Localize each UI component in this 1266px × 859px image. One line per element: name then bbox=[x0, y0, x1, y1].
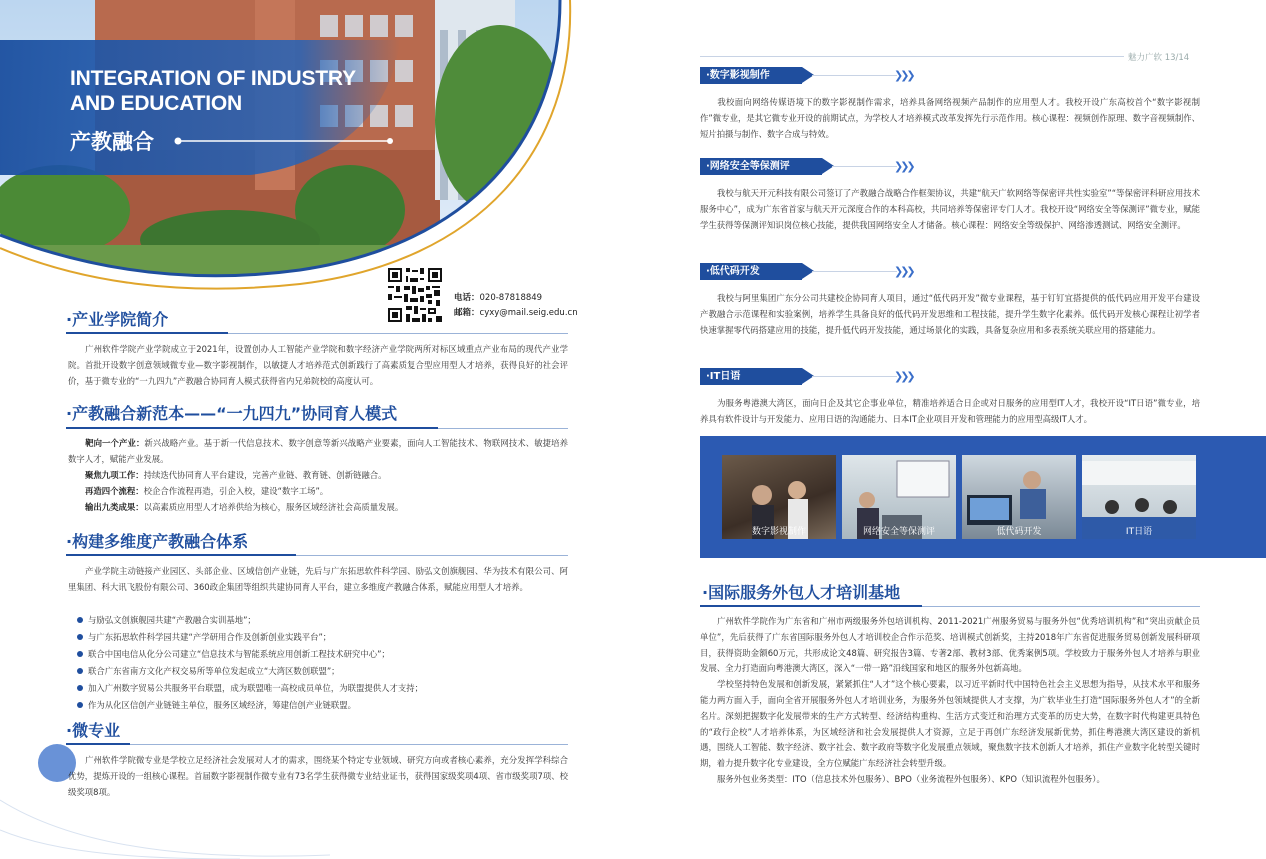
list-item: 与励弘文创旗舰园共建“产教融合实训基地”； bbox=[74, 612, 574, 629]
section-underline bbox=[66, 743, 130, 745]
digital-film-text: 我校面向网络传媒语境下的数字影视制作需求，培养具备网络视频产品制作的应用型人才。我校开设广东高校首个“数字影视制作”微专业，是其它微专业开设的前期试点，为学校人才培养模式改革发挥先行示范作用。核心课程：视频创作原理、数字音视频制作、短片拍摄与制作、数字合成与特效。 bbox=[700, 97, 1200, 139]
photo-caption: 网络安全等保测评 bbox=[862, 527, 935, 537]
list-item: 加入广州数字贸易公共服务平台联盟，成为联盟唯一高校成员单位，为联盟提供人才支持； bbox=[74, 680, 574, 697]
micro-major-text: 广州软件学院微专业是学校立足经济社会发展对人才的需求，围绕某个特定专业领域、研究方向或者核心素养，充分发挥学科综合优势，提炼开设的一组核心课程。首届数字影视制作微专业有73名学生获得微专业结业证书，获得国家级奖项4项、省市级奖项7项、校级奖项8项。 bbox=[68, 755, 568, 797]
section-divider bbox=[228, 333, 568, 334]
section-underline bbox=[66, 554, 296, 556]
system-intro-text: 产业学院主动链接产业园区、头部企业、区域信创产业链，先后与广东拓思软件科学园、励弘文创旗舰园、华为技术有限公司、阿里集团、科大讯飞股份有限公司、360政企集团等组织共建协同育人平台，建立多维度产教融合体系，赋能应用型人才培养。 bbox=[68, 566, 568, 592]
header-rule bbox=[700, 56, 1124, 57]
hero-chinese-title: 产教融合 bbox=[70, 130, 154, 154]
photo-caption: 低代码开发 bbox=[996, 527, 1042, 537]
it-japanese-text: 为服务粤港澳大湾区，面向日企及其它企事业单位，精准培养适合日企或对日服务的应用型IT人才，我校开设“IT日语”微专业，培养具有软件设计与开发能力、应用日语的沟通能力、日本IT企业项目开发和管理能力的应用型高级IT人才。 bbox=[700, 398, 1200, 424]
section-title-micro-major: ·微专业 bbox=[66, 721, 121, 740]
partnership-list bbox=[74, 612, 574, 714]
page-number: 魅力广软 13/14 bbox=[1128, 53, 1190, 63]
hero-en-line2: AND EDUCATION bbox=[70, 92, 243, 115]
hero-english-title bbox=[70, 66, 356, 116]
chevrons-icon: ❯❯❯ bbox=[894, 69, 913, 82]
model-items bbox=[68, 435, 568, 515]
qr-code-icon bbox=[386, 266, 444, 324]
contact-phone bbox=[454, 291, 542, 303]
list-item: 联合中国电信从化分公司建立“信息技术与智能系统应用创新工程技术研究中心”； bbox=[74, 646, 574, 663]
network-security-text: 我校与航天开元科技有限公司签订了产教融合战略合作框架协议，共建“航天广软网络等保密评共性实验室”“等保密评科研应用技术服务中心”，成为广东省首家与航天开元深度合作的本科高校，共同培养等保密评专门人才。我校开设“网络安全等保测评”微专业，赋能学生获得等保测评知识岗位核心技能，提供我国网络安全人才储备。核心课程：网络安全等级保护、网络渗透测试、网络安全测评。 bbox=[700, 188, 1200, 230]
section-underline bbox=[66, 427, 438, 429]
section-title-multidimensional-system: ·构建多维度产教融合体系 bbox=[66, 532, 249, 551]
chevrons-icon: ❯❯❯ bbox=[894, 265, 913, 278]
photo-network-security bbox=[842, 455, 956, 539]
photo-caption: IT日语 bbox=[1125, 527, 1153, 537]
model-item: 输出九类成果：以高素质应用型人才培养供给为核心，服务区域经济社会高质量发展。 bbox=[85, 502, 404, 512]
photo-caption: 数字影视制作 bbox=[751, 527, 806, 537]
section-title-1949-model: ·产教融合新范本——“一九四九”协同育人模式 bbox=[66, 404, 398, 423]
tag-low-code: ·低代码开发 bbox=[700, 263, 802, 280]
section-title-outsourcing-base: ·国际服务外包人才培训基地 bbox=[702, 583, 901, 602]
tag-rule bbox=[812, 271, 897, 272]
tag-rule bbox=[832, 166, 897, 167]
tag-rule bbox=[812, 376, 897, 377]
outsourcing-paragraph-3: 服务外包业务类型：ITO（信息技术外包服务）、BPO（业务流程外包服务）、KPO（知识流程外包服务）。 bbox=[717, 773, 1105, 784]
low-code-text: 我校与阿里集团广东分公司共建校企协同育人项目，通过“低代码开发”微专业课程，基于钉钉宜搭提供的低代码应用开发平台建设产教融合示范课程和实验案例，培养学生具备良好的低代码开发思维和工程技能，提升学生数字化素养。低代码开发核心课程让初学者快速掌握零代码搭建应用的技能，提升低代码开发技能，通过场景化的实践，具备复杂应用和多表系统关联应用的搭建能力。 bbox=[700, 293, 1200, 335]
list-item: 联合广东省南方文化产权交易所等单位发起成立“大湾区数创联盟”； bbox=[74, 663, 574, 680]
section-divider bbox=[922, 606, 1200, 607]
section-divider bbox=[296, 555, 568, 556]
model-item: 再造四个流程：校企合作流程再造，引企入校，建设“数字工场”。 bbox=[85, 486, 329, 496]
contact-email bbox=[454, 306, 578, 318]
list-item: 作为从化区信创产业链链主单位，服务区域经济，筹建信创产业链联盟。 bbox=[74, 697, 574, 714]
tag-network-security: ·网络安全等保测评 bbox=[700, 158, 822, 175]
outsourcing-paragraph-1: 广州软件学院作为广东省和广州市两级服务外包培训机构、2011-2021广州服务贸易与服务外包“优秀培训机构”和“突出贡献企员单位”，先后获得了广东省国际服务外包人才培训校企合作示范奖、培训模式创新奖，主持2018年广东省促进服务贸易创新发展科研项目，获得资助金额60万元，共形成论文48篇、研究报告3篇、专著2部、教材3部、优秀案例5项。学校致力于服务外包人才培养与职业发展、全力打造面向粤港澳大湾区，深入“一带一路”沿线国家和地区的服务外包新高地。 bbox=[700, 616, 1200, 674]
section-divider bbox=[130, 744, 568, 745]
outsourcing-paragraph-2: 学校坚持特色发展和创新发展，紧紧抓住“人才”这个核心要素，以习近平新时代中国特色社会主义思想为指导，从技术水平和服务能力两方面入手，面向全省开展服务外包人才培训业务，为服务外包领域提供人才支撑，为广软毕业生打造“国际服务外包人才”的全新名片。深刻把握数字化发展带来的生产方式转型、经济结构重构、生活方式变迁和治理方式变革的历史大势，在数字时代构建更具特色的“政行企校”人才培养体系，为区域经济和社会发展提供人才资源，立足于再创广东经济发展新优势，抓住粤港澳大湾区建设的新机遇，围绕人工智能、数字经济、数字社会、数字政府等数字化发展重点领域，聚焦数字技术创新人才培养，抓住产业数字化转型关键时期，着力提升数字化专业建设，全方位赋能广东经济社会转型升级。 bbox=[700, 679, 1200, 769]
college-intro-text: 广州软件学院产业学院成立于2021年，设置创办人工智能产业学院和数字经济产业学院两所对标区域重点产业布局的现代产业学院。首批开设数字创意领域微专业—数字影视制作，以敏捷人才培养范式创新践行了高素质复合型应用型人才培养，获得良好的社会评价，基于微专业的“一九四九”产教融合协同育人模式获得省内兄弟院校的高度认可。 bbox=[68, 344, 568, 386]
section-divider bbox=[438, 428, 568, 429]
section-underline bbox=[700, 605, 922, 607]
photo-low-code bbox=[962, 455, 1076, 539]
chevrons-icon: ❯❯❯ bbox=[894, 370, 913, 383]
list-item: 与广东拓思软件科学园共建“产学研用合作及创新创业实践平台”； bbox=[74, 629, 574, 646]
phone-value: 020-87818849 bbox=[479, 293, 543, 303]
tag-rule bbox=[812, 75, 897, 76]
section-title-college-intro: ·产业学院简介 bbox=[66, 310, 169, 329]
email-value: cyxy@mail.seig.edu.cn bbox=[479, 308, 578, 318]
outsourcing-text bbox=[700, 614, 1200, 788]
photo-it-japanese bbox=[1082, 455, 1196, 539]
hero-en-line1: INTEGRATION OF INDUSTRY bbox=[70, 67, 356, 90]
model-item: 聚焦九项工作：持续迭代协同育人平台建设，完善产业链、教育链、创新链融合。 bbox=[85, 470, 387, 480]
email-label: 邮箱： bbox=[454, 308, 480, 318]
model-item: 靶向一个产业：新兴战略产业。基于新一代信息技术、数字创意等新兴战略产业要素，面向人工智能技术、物联网技术、敏捷培养数字人才，赋能产业发展。 bbox=[68, 438, 569, 464]
photo-digital-film bbox=[722, 455, 836, 539]
tag-digital-film: ·数字影视制作 bbox=[700, 67, 802, 84]
phone-label: 电话： bbox=[454, 293, 480, 303]
chevrons-icon: ❯❯❯ bbox=[894, 160, 913, 173]
tag-it-japanese: ·IT日语 bbox=[700, 368, 802, 385]
section-underline bbox=[66, 332, 228, 334]
